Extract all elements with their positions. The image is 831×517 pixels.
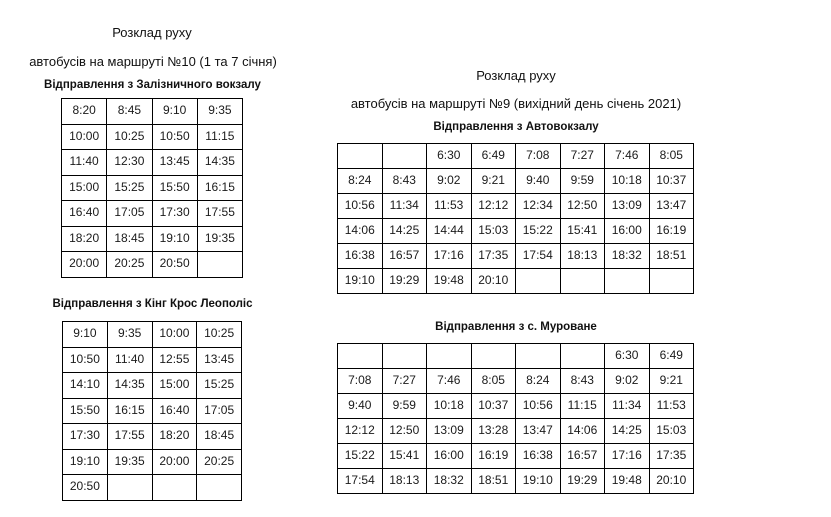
departure-time-cell (427, 344, 472, 369)
departure-time-cell: 20:00 (152, 449, 197, 475)
departure-time-cell: 13:28 (471, 419, 516, 444)
schedule-row (63, 347, 242, 373)
schedule-row (338, 369, 694, 394)
departure-time-cell: 20:00 (62, 252, 107, 278)
departure-time-cell: 10:00 (62, 124, 107, 150)
departure-time-cell: 10:18 (427, 394, 472, 419)
departure-time-cell: 11:15 (560, 394, 605, 419)
departure-time-cell: 15:41 (382, 444, 427, 469)
departure-time-cell: 18:45 (197, 424, 242, 450)
departure-time-cell: 18:32 (427, 469, 472, 494)
departure-time-cell: 15:00 (62, 175, 107, 201)
departure-time-cell: 18:51 (471, 469, 516, 494)
departure-time-cell: 16:15 (197, 175, 242, 201)
departure-time-cell: 13:47 (516, 419, 561, 444)
route9-title: Розклад руху (476, 68, 556, 83)
departure-time-cell: 19:35 (197, 226, 242, 252)
departure-time-cell: 8:43 (382, 169, 427, 194)
departure-time-cell: 14:44 (427, 219, 472, 244)
departure-time-cell: 17:54 (338, 469, 383, 494)
departure-time-cell: 20:10 (649, 469, 694, 494)
departure-time-cell: 16:38 (516, 444, 561, 469)
departure-time-cell: 17:55 (107, 424, 152, 450)
departure-time-cell: 9:10 (63, 322, 108, 348)
departure-time-cell: 16:00 (427, 444, 472, 469)
departure-time-cell: 9:40 (516, 169, 561, 194)
departure-time-cell: 15:00 (152, 373, 197, 399)
schedule-row (338, 169, 694, 194)
departure-time-cell: 14:06 (338, 219, 383, 244)
departure-time-cell: 9:21 (649, 369, 694, 394)
departure-time-cell: 15:22 (516, 219, 561, 244)
departure-time-cell: 14:06 (560, 419, 605, 444)
schedule-row (63, 424, 242, 450)
departure-time-cell: 7:08 (516, 144, 561, 169)
departure-time-cell: 12:55 (152, 347, 197, 373)
departure-time-cell: 17:30 (152, 201, 197, 227)
departure-time-cell: 9:10 (152, 99, 197, 125)
departure-time-cell: 8:05 (649, 144, 694, 169)
departure-time-cell: 16:40 (152, 398, 197, 424)
departure-time-cell (516, 269, 561, 294)
departure-time-cell: 10:56 (338, 194, 383, 219)
departure-time-cell: 10:37 (649, 169, 694, 194)
departure-time-cell: 14:35 (107, 373, 152, 399)
route9-bus-station-schedule (337, 143, 694, 294)
departure-time-cell: 13:09 (605, 194, 650, 219)
schedule-row (62, 99, 243, 125)
departure-time-cell: 15:25 (107, 175, 152, 201)
departure-time-cell: 17:05 (197, 398, 242, 424)
departure-time-cell: 6:49 (649, 344, 694, 369)
departure-time-cell: 19:29 (560, 469, 605, 494)
schedule-row (338, 194, 694, 219)
schedule-row (63, 449, 242, 475)
departure-time-cell: 15:50 (152, 175, 197, 201)
departure-time-cell: 11:53 (427, 194, 472, 219)
departure-time-cell: 19:10 (516, 469, 561, 494)
departure-time-cell: 15:22 (338, 444, 383, 469)
departure-time-cell: 10:50 (152, 124, 197, 150)
departure-time-cell: 11:53 (649, 394, 694, 419)
departure-time-cell: 10:56 (516, 394, 561, 419)
departure-time-cell: 17:16 (605, 444, 650, 469)
schedule-row (62, 226, 243, 252)
departure-time-cell (382, 344, 427, 369)
departure-time-cell: 6:30 (605, 344, 650, 369)
departure-time-cell: 11:15 (197, 124, 242, 150)
departure-time-cell: 16:19 (471, 444, 516, 469)
departure-time-cell (471, 344, 516, 369)
departure-time-cell (152, 475, 197, 501)
departure-time-cell: 10:25 (197, 322, 242, 348)
departure-time-cell (605, 269, 650, 294)
departure-time-cell: 20:25 (197, 449, 242, 475)
departure-time-cell: 7:27 (382, 369, 427, 394)
departure-time-cell: 11:40 (62, 150, 107, 176)
departure-time-cell: 15:03 (471, 219, 516, 244)
departure-time-cell: 16:00 (605, 219, 650, 244)
departure-time-cell: 19:48 (605, 469, 650, 494)
schedule-row (338, 144, 694, 169)
departure-time-cell: 20:50 (152, 252, 197, 278)
schedule-row (62, 124, 243, 150)
departure-time-cell: 19:10 (63, 449, 108, 475)
schedule-row (338, 219, 694, 244)
departure-time-cell: 7:46 (605, 144, 650, 169)
departure-time-cell: 18:13 (382, 469, 427, 494)
departure-time-cell: 9:35 (197, 99, 242, 125)
departure-time-cell: 18:51 (649, 244, 694, 269)
departure-time-cell: 18:20 (152, 424, 197, 450)
departure-time-cell: 12:50 (382, 419, 427, 444)
departure-time-cell: 9:02 (605, 369, 650, 394)
departure-time-cell: 10:25 (107, 124, 152, 150)
departure-time-cell: 11:34 (382, 194, 427, 219)
route10-king-cross-schedule (62, 321, 242, 501)
departure-time-cell: 17:35 (471, 244, 516, 269)
schedule-row (62, 201, 243, 227)
route9-murovane-schedule (337, 343, 694, 494)
departure-time-cell: 8:24 (516, 369, 561, 394)
route9-subtitle: автобусів на маршруті №9 (вихідний день січень 2021) (350, 96, 682, 111)
departure-time-cell: 12:12 (471, 194, 516, 219)
departure-time-cell: 18:45 (107, 226, 152, 252)
departure-time-cell: 18:32 (605, 244, 650, 269)
departure-time-cell: 14:25 (382, 219, 427, 244)
departure-time-cell: 15:50 (63, 398, 108, 424)
departure-time-cell (338, 144, 383, 169)
departure-time-cell (382, 144, 427, 169)
schedule-row (63, 475, 242, 501)
departure-time-cell: 17:55 (197, 201, 242, 227)
departure-time-cell: 12:50 (560, 194, 605, 219)
schedule-row (338, 444, 694, 469)
departure-time-cell: 10:00 (152, 322, 197, 348)
departure-time-cell (338, 344, 383, 369)
route10-railway-station-schedule (61, 98, 243, 278)
departure-time-cell: 8:24 (338, 169, 383, 194)
schedule-row (338, 269, 694, 294)
departure-time-cell: 17:54 (516, 244, 561, 269)
departure-time-cell: 20:25 (107, 252, 152, 278)
departure-time-cell: 9:35 (107, 322, 152, 348)
departure-time-cell: 16:15 (107, 398, 152, 424)
departure-time-cell: 17:35 (649, 444, 694, 469)
departure-time-cell: 8:43 (560, 369, 605, 394)
departure-time-cell: 16:40 (62, 201, 107, 227)
departure-time-cell: 20:10 (471, 269, 516, 294)
schedule-row (62, 175, 243, 201)
departure-time-cell: 10:18 (605, 169, 650, 194)
schedule-row (338, 419, 694, 444)
departure-time-cell: 13:45 (197, 347, 242, 373)
departure-time-cell: 11:34 (605, 394, 650, 419)
departure-time-cell: 15:25 (197, 373, 242, 399)
departure-time-cell: 19:10 (152, 226, 197, 252)
departure-time-cell: 17:05 (107, 201, 152, 227)
schedule-row (63, 322, 242, 348)
departure-time-cell: 13:09 (427, 419, 472, 444)
departure-time-cell: 8:20 (62, 99, 107, 125)
departure-time-cell: 15:41 (560, 219, 605, 244)
departure-time-cell: 9:40 (338, 394, 383, 419)
departure-time-cell (516, 344, 561, 369)
departure-time-cell: 14:35 (197, 150, 242, 176)
departure-time-cell: 18:13 (560, 244, 605, 269)
route10-table2-heading: Відправлення з Кінг Крос Леополіс (52, 298, 253, 310)
departure-time-cell: 12:34 (516, 194, 561, 219)
route9-table2-heading: Відправлення з с. Муроване (435, 321, 597, 333)
departure-time-cell: 16:57 (560, 444, 605, 469)
schedule-row (63, 373, 242, 399)
schedule-row (62, 150, 243, 176)
schedule-row (338, 244, 694, 269)
departure-time-cell (560, 344, 605, 369)
departure-time-cell: 9:59 (560, 169, 605, 194)
route10-table1-heading: Відправлення з Залізничного вокзалу (44, 79, 261, 91)
departure-time-cell: 6:49 (471, 144, 516, 169)
route10-title: Розклад руху (112, 25, 192, 40)
departure-time-cell: 10:37 (471, 394, 516, 419)
departure-time-cell: 7:46 (427, 369, 472, 394)
departure-time-cell: 9:02 (427, 169, 472, 194)
departure-time-cell: 7:27 (560, 144, 605, 169)
departure-time-cell (197, 252, 242, 278)
schedule-row (62, 252, 243, 278)
departure-time-cell: 8:45 (107, 99, 152, 125)
departure-time-cell: 14:25 (605, 419, 650, 444)
departure-time-cell: 20:50 (63, 475, 108, 501)
departure-time-cell (197, 475, 242, 501)
departure-time-cell: 18:20 (62, 226, 107, 252)
departure-time-cell: 12:30 (107, 150, 152, 176)
departure-time-cell: 15:03 (649, 419, 694, 444)
departure-time-cell: 16:57 (382, 244, 427, 269)
departure-time-cell: 8:05 (471, 369, 516, 394)
departure-time-cell: 17:16 (427, 244, 472, 269)
schedule-row (338, 394, 694, 419)
departure-time-cell: 11:40 (107, 347, 152, 373)
schedule-row (63, 398, 242, 424)
departure-time-cell (649, 269, 694, 294)
departure-time-cell: 13:47 (649, 194, 694, 219)
schedule-row (338, 344, 694, 369)
route10-subtitle: автобусів на маршруті №10 (1 та 7 січня) (29, 54, 277, 69)
departure-time-cell: 9:21 (471, 169, 516, 194)
departure-time-cell: 9:59 (382, 394, 427, 419)
departure-time-cell: 14:10 (63, 373, 108, 399)
departure-time-cell: 7:08 (338, 369, 383, 394)
departure-time-cell: 13:45 (152, 150, 197, 176)
route9-table1-heading: Відправлення з Автовокзалу (433, 121, 599, 133)
departure-time-cell: 10:50 (63, 347, 108, 373)
departure-time-cell: 16:19 (649, 219, 694, 244)
departure-time-cell (560, 269, 605, 294)
departure-time-cell: 19:48 (427, 269, 472, 294)
departure-time-cell: 19:35 (107, 449, 152, 475)
departure-time-cell: 17:30 (63, 424, 108, 450)
departure-time-cell: 19:29 (382, 269, 427, 294)
schedule-row (338, 469, 694, 494)
departure-time-cell: 12:12 (338, 419, 383, 444)
departure-time-cell: 6:30 (427, 144, 472, 169)
departure-time-cell (107, 475, 152, 501)
departure-time-cell: 19:10 (338, 269, 383, 294)
departure-time-cell: 16:38 (338, 244, 383, 269)
